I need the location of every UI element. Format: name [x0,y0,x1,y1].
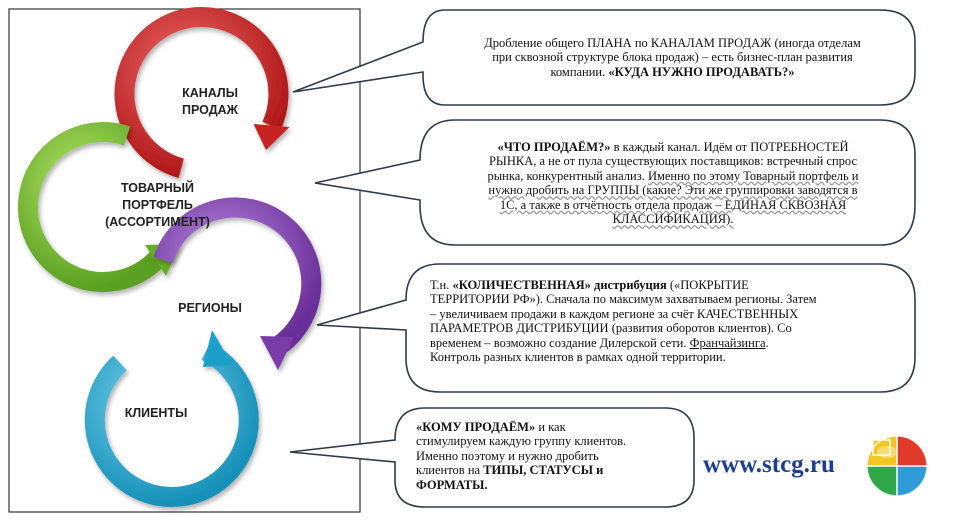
note-line: 1С, а также в отчётность отдела продаж – ЕДИНАЯ СКВОЗНАЯ [499,197,847,212]
stage-label-line: КЛИЕНТЫ [124,406,188,420]
note-line: ПАРАМЕТРОВ ДИСТРИБУЦИИ (развития оборотов клиентов). Со [430,321,792,336]
note-clients [416,420,686,492]
stage-label-line: ТОВАРНЫЙ [120,181,195,195]
note-line: рынка, конкурентный анализ. Именно по этому Товарный портфель и [487,168,859,183]
note-line: РЫНКА, а не от пула существующих поставщиков: встречный спрос [488,154,858,169]
stage-label-regions [160,300,260,317]
note-line: Дробление общего ПЛАНА по КАНАЛАМ ПРОДАЖ (иногда отделам [484,36,861,50]
stage-label-line: (АССОРТИМЕНТ) [105,215,210,229]
note-line: временем – возможно создание Дилерской сети. Франчайзинга. [430,335,769,350]
note-line: «ЧТО ПРОДАЁМ?» в каждый канал. Идём от ПОТРЕБНОСТЕЙ [497,140,849,154]
note-line: стимулируем каждую группу клиентов. [416,434,627,449]
website-link[interactable]: www.stcg.ru [703,451,835,478]
stage-label-line: КАНАЛЫ [182,86,238,100]
note-line: «КОМУ ПРОДАЁМ» и как [416,420,566,434]
note-line: Контроль разных клиентов в рамках одной территории. [430,350,726,365]
note-line: ФОРМАТЫ. [416,477,488,492]
note-line: Именно поэтому и нужно дробить [416,448,599,463]
note-regions [430,278,900,364]
puzzle-sphere-icon [867,436,927,496]
stage-label-line: ПРОДАЖ [182,103,238,117]
note-line: клиентов на ТИПЫ, СТАТУСЫ и [416,463,604,478]
note-line: ТЕРРИТОРИИ РФ»). Сначала по максимум захватываем регионы. Затем [430,292,817,307]
stage-label-channels [160,85,260,119]
note-line: нужно дробить на ГРУППЫ (какие? Эти же группировки заводятся в [488,183,858,198]
note-line: при сквозной структуре блока продаж) – есть бизнес-план развития [492,50,853,65]
note-assortment [438,140,908,226]
stage-label-line: РЕГИОНЫ [178,301,242,315]
stage-label-line: ПОРТФЕЛЬ [122,198,193,212]
note-line: компании. «КУДА НУЖНО ПРОДАВАТЬ?» [550,64,795,79]
note-channels [440,36,905,79]
note-line: – увеличиваем продажи в каждом регионе за счёт КАЧЕСТВЕННЫХ [430,306,799,321]
stage-label-assortment [95,180,220,231]
stage-label-clients [106,405,206,422]
regions-ring-arrow [163,207,311,370]
note-line: Т.н. «КОЛИЧЕСТВЕННАЯ» дистрибуция («ПОКРЫТИЕ [430,278,749,292]
note-line: КЛАССИФИКАЦИЯ). [612,212,734,227]
